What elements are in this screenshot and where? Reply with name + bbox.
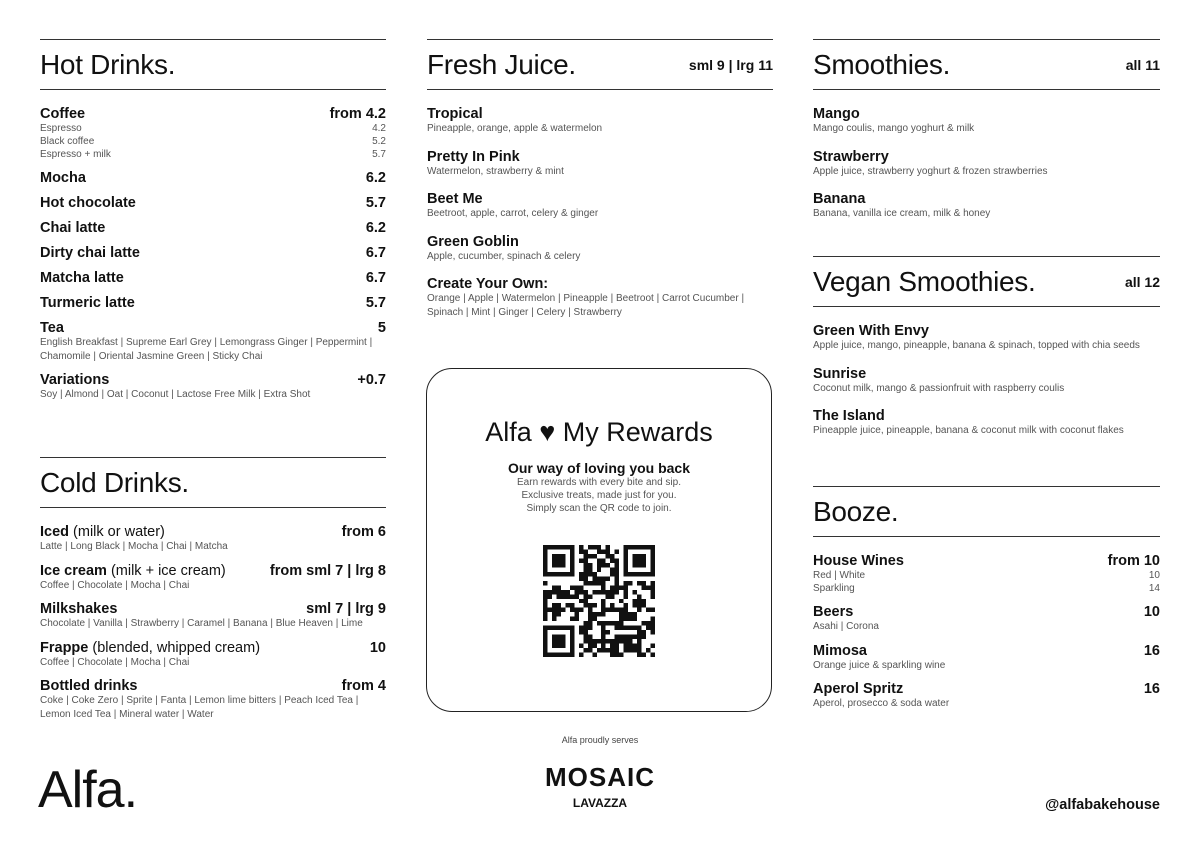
smoothies-section <box>813 39 1160 221</box>
item-name <box>40 524 165 540</box>
item-row <box>813 604 1160 620</box>
item-name-text: Ice cream <box>40 562 107 579</box>
item-description: Orange | Apple | Watermelon | Pineapple | Beetroot | Carrot Cucumber | Spinach | Mint | Ginger | Celery | Strawberry <box>427 293 745 318</box>
item-name <box>813 191 865 207</box>
item-row <box>40 195 386 211</box>
item-name-text: Mocha <box>40 170 86 186</box>
item-row <box>40 270 386 286</box>
item-name-text: Bottled drinks <box>40 678 138 694</box>
booze-section <box>813 486 1160 720</box>
item-description: Apple, cucumber, spinach & celery <box>427 250 581 262</box>
menu-item <box>40 295 386 311</box>
booze-header <box>813 486 1160 537</box>
menu-item <box>40 195 386 211</box>
item-name <box>40 320 64 336</box>
rewards-line: Simply scan the QR code to join. <box>526 503 672 514</box>
item-description: English Breakfast | Supreme Earl Grey | Lemongrass Ginger | Peppermint | Chamomile | Oriental Jasmine Green | Sticky Chai <box>40 337 373 362</box>
item-price: sml 7 | lrg 9 <box>306 601 386 617</box>
menu-item <box>813 553 1160 595</box>
item-row <box>40 245 386 261</box>
sub-item <box>40 135 386 148</box>
menu-item <box>427 191 773 221</box>
item-name-text: Frappe <box>40 639 89 656</box>
item-row <box>427 149 773 165</box>
menu-item <box>40 320 386 363</box>
item-name <box>40 245 140 261</box>
item-row <box>813 553 1160 569</box>
menu-item <box>40 601 386 631</box>
sub-item <box>813 569 1160 582</box>
rewards-line: Earn rewards with every bite and sip. <box>517 477 681 488</box>
item-row <box>40 678 386 694</box>
item-name-text: Banana <box>813 191 866 207</box>
vegan-smoothies-section <box>813 256 1160 451</box>
item-name <box>40 601 117 617</box>
sub-item-name: Sparkling <box>813 583 855 594</box>
item-description: Soy | Almond | Oat | Coconut | Lactose Free Milk | Extra Shot <box>40 389 311 400</box>
item-row <box>40 170 386 186</box>
booze-list <box>813 537 1160 711</box>
item-description: Coffee | Chocolate | Mocha | Chai <box>40 579 190 591</box>
item-row <box>40 106 386 122</box>
menu-item <box>40 220 386 236</box>
section-title: Vegan Smoothies. <box>813 265 1036 297</box>
sub-item-price: 14 <box>1148 583 1160 594</box>
sub-item-price: 10 <box>1148 570 1160 581</box>
cold-drinks-header <box>40 457 386 508</box>
item-price: from 10 <box>1107 553 1160 569</box>
item-name-text: Aperol Spritz <box>813 681 904 697</box>
item-name-text: Hot chocolate <box>40 195 136 211</box>
item-row <box>813 366 1160 382</box>
alfa-logo: Alfa. <box>38 761 138 819</box>
menu-item <box>40 170 386 186</box>
item-name <box>40 170 86 186</box>
item-description: Orange juice & sparkling wine <box>813 659 946 671</box>
sub-item-name: Espresso <box>40 123 82 134</box>
item-note: (milk + ice cream) <box>110 562 226 579</box>
section-price: all 12 <box>1124 273 1160 290</box>
item-description: Pineapple, orange, apple & watermelon <box>427 123 603 134</box>
item-price: 6.7 <box>365 270 386 286</box>
lavazza-wordmark: LAVAZZA <box>572 796 628 810</box>
social-handle[interactable]: @alfabakehouse <box>1045 797 1160 813</box>
item-name-text: Tropical <box>427 106 483 122</box>
item-name-text: Matcha latte <box>40 270 124 286</box>
item-description: Chocolate | Vanilla | Strawberry | Caramel | Banana | Blue Heaven | Lime <box>40 618 363 629</box>
item-name-text: Pretty In Pink <box>427 148 520 165</box>
item-price: 5.7 <box>365 295 386 311</box>
sub-item <box>813 582 1160 595</box>
menu-item <box>813 106 1160 136</box>
item-description: Mango coulis, mango yoghurt & milk <box>813 123 975 134</box>
mosaic-lavazza-logo-icon <box>533 762 667 810</box>
item-name <box>427 276 548 292</box>
menu-item <box>40 563 386 593</box>
sub-item-price: 4.2 <box>372 123 386 134</box>
item-row <box>427 234 773 250</box>
rewards-card <box>426 368 772 712</box>
item-row <box>813 106 1160 122</box>
item-description: Aperol, prosecco & soda water <box>813 698 950 709</box>
item-price: from 4.2 <box>329 106 386 122</box>
vegan-smoothies-list <box>813 307 1160 438</box>
menu-item <box>40 270 386 286</box>
hot-drinks-list <box>40 90 386 402</box>
item-name-text: Green With Envy <box>813 323 929 339</box>
item-name-text: House Wines <box>813 553 904 569</box>
section-title: Booze. <box>813 495 899 527</box>
item-description: Coke | Coke Zero | Sprite | Fanta | Lemon lime bitters | Peach Iced Tea | Lemon Iced Tea | Mineral water | Water <box>40 695 359 720</box>
item-name <box>40 295 135 311</box>
vegan-smoothies-header <box>813 256 1160 307</box>
sub-item-price: 5.7 <box>372 149 386 160</box>
item-name <box>813 408 885 424</box>
item-description: Beetroot, apple, carrot, celery & ginger <box>427 208 599 219</box>
item-description: Asahi | Corona <box>813 621 879 632</box>
item-name-text: Coffee <box>40 106 86 122</box>
item-price: 10 <box>369 639 386 656</box>
fresh-juice-section <box>427 39 773 319</box>
menu-item <box>40 372 386 402</box>
menu-item <box>427 149 773 179</box>
item-description: Apple juice, mango, pineapple, banana & spinach, topped with chia seeds <box>813 340 1140 351</box>
item-name-text: Mimosa <box>813 642 867 659</box>
item-description: Apple juice, strawberry yoghurt & frozen strawberries <box>813 165 1048 177</box>
item-row <box>40 372 386 388</box>
item-name <box>427 106 483 122</box>
item-name <box>40 640 260 656</box>
rewards-subtitle: Our way of loving you back <box>507 460 691 476</box>
column-middle <box>427 39 773 332</box>
item-description: Coconut milk, mango & passionfruit with raspberry coulis <box>813 382 1065 394</box>
sub-item-name: Red | White <box>813 570 866 581</box>
menu-item <box>813 191 1160 221</box>
item-price: from sml 7 | lrg 8 <box>269 562 386 579</box>
sub-item-name: Espresso + milk <box>40 149 111 160</box>
item-name-text: Sunrise <box>813 365 867 382</box>
item-row <box>813 149 1160 165</box>
item-row <box>813 643 1160 659</box>
item-name-text: The Island <box>813 408 885 424</box>
item-name <box>40 106 85 122</box>
item-name-text: Create Your Own: <box>427 276 549 292</box>
item-description: Watermelon, strawberry & mint <box>427 165 564 177</box>
sub-item-price: 5.2 <box>372 136 386 147</box>
menu-item <box>813 681 1160 711</box>
item-row <box>40 640 386 656</box>
item-price: 5.7 <box>365 195 386 211</box>
item-row <box>40 524 386 540</box>
item-name <box>40 678 137 694</box>
item-price: 6.2 <box>365 220 386 236</box>
fresh-juice-list <box>427 90 773 319</box>
menu-item <box>813 643 1160 673</box>
item-row <box>813 408 1160 424</box>
column-left <box>40 39 386 720</box>
item-name <box>427 191 483 207</box>
item-name <box>40 220 105 236</box>
menu-item <box>40 640 386 670</box>
menu-item <box>813 323 1160 353</box>
section-price: all 11 <box>1125 56 1160 73</box>
sub-item-name: Black coffee <box>40 136 95 147</box>
rewards-line: Exclusive treats, made just for you. <box>521 490 677 501</box>
section-title: Cold Drinks. <box>40 466 189 498</box>
item-row <box>427 191 773 207</box>
item-name-text: Dirty chai latte <box>40 245 140 261</box>
item-name-text: Strawberry <box>813 148 889 165</box>
item-row <box>813 191 1160 207</box>
menu-item <box>427 234 773 264</box>
item-price: +0.7 <box>357 372 386 388</box>
rewards-title: Alfa ♥ My Rewards <box>485 417 713 447</box>
item-row <box>427 106 773 122</box>
item-name-text: Mango <box>813 106 860 122</box>
item-row <box>813 681 1160 697</box>
column-right <box>813 39 1160 709</box>
item-price: 16 <box>1143 642 1160 659</box>
item-row <box>427 276 773 292</box>
item-description: Banana, vanilla ice cream, milk & honey <box>813 208 991 219</box>
item-name <box>813 149 889 165</box>
menu-item <box>427 276 773 319</box>
item-row <box>40 320 386 336</box>
section-title: Hot Drinks. <box>40 48 176 80</box>
menu-item <box>40 106 386 161</box>
fresh-juice-header <box>427 39 773 90</box>
item-description: Latte | Long Black | Mocha | Chai | Matcha <box>40 541 228 552</box>
item-row <box>40 220 386 236</box>
hot-drinks-section <box>40 39 386 402</box>
item-price: 6.7 <box>365 245 386 261</box>
menu-item <box>427 106 773 136</box>
item-note: (blended, whipped cream) <box>92 639 261 656</box>
item-name <box>813 604 853 620</box>
item-name-text: Turmeric latte <box>40 295 135 311</box>
item-row <box>40 563 386 579</box>
item-note: (milk or water) <box>73 524 165 540</box>
menu-item <box>813 149 1160 179</box>
item-name-text: Variations <box>40 372 110 388</box>
cold-drinks-list <box>40 508 386 721</box>
menu-item <box>40 524 386 554</box>
item-name <box>40 270 124 286</box>
item-name-text: Chai latte <box>40 220 106 236</box>
qr-code-icon[interactable] <box>543 545 655 657</box>
serves-caption: Alfa proudly serves <box>561 735 639 745</box>
item-name <box>813 643 867 659</box>
item-name <box>40 372 109 388</box>
item-description: Pineapple juice, pineapple, banana & coconut milk with coconut flakes <box>813 425 1124 436</box>
item-row <box>40 295 386 311</box>
menu-item <box>40 245 386 261</box>
section-price: sml 9 | lrg 11 <box>688 56 773 73</box>
mosaic-wordmark: MOSAIC <box>545 762 655 792</box>
item-name <box>813 366 866 382</box>
item-name <box>40 195 136 211</box>
item-name <box>427 234 519 250</box>
item-name <box>813 106 860 122</box>
hot-drinks-header <box>40 39 386 90</box>
item-name <box>427 149 520 165</box>
item-price: 6.2 <box>365 170 386 186</box>
sub-item <box>40 148 386 161</box>
item-row <box>813 323 1160 339</box>
cold-drinks-section <box>40 457 386 730</box>
item-name <box>813 553 904 569</box>
item-name <box>40 563 226 579</box>
item-name-text: Milkshakes <box>40 601 118 617</box>
smoothies-header <box>813 39 1160 90</box>
item-row <box>40 601 386 617</box>
sub-item <box>40 122 386 135</box>
item-description: Coffee | Chocolate | Mocha | Chai <box>40 656 190 668</box>
menu-item <box>813 604 1160 634</box>
item-price: from 4 <box>341 678 386 694</box>
menu-item <box>40 678 386 721</box>
section-title: Smoothies. <box>813 48 951 80</box>
section-title: Fresh Juice. <box>427 48 576 80</box>
menu-item <box>813 366 1160 396</box>
item-name <box>813 323 929 339</box>
item-name-text: Iced <box>40 524 70 540</box>
item-name <box>813 681 903 697</box>
item-name-text: Tea <box>40 320 64 336</box>
item-price: 16 <box>1143 681 1160 697</box>
item-price: 10 <box>1143 604 1160 620</box>
item-price: from 6 <box>341 524 386 540</box>
menu-item <box>813 408 1160 438</box>
smoothies-list <box>813 90 1160 221</box>
item-name-text: Beers <box>813 604 854 620</box>
item-name-text: Beet Me <box>427 191 483 207</box>
item-price: 5 <box>377 320 386 336</box>
item-name-text: Green Goblin <box>427 233 519 250</box>
